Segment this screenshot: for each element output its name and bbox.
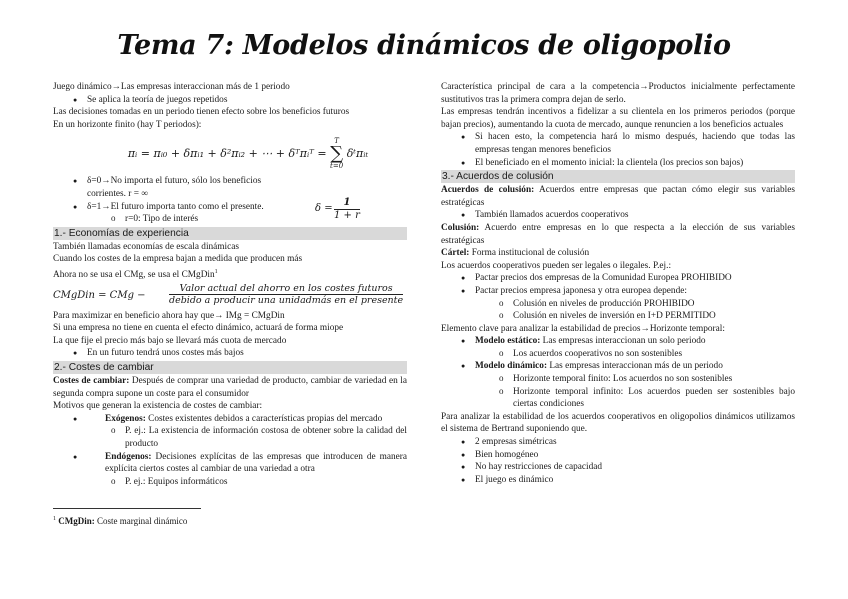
term-bold: Modelo estático: [475, 336, 541, 347]
footnote [53, 516, 187, 526]
section-heading-2: 2.- Costes de cambiar [53, 361, 407, 374]
delta-lhs: δ = [315, 202, 333, 214]
paragraph: En un horizonte finito (hay T periodos): [53, 119, 202, 130]
footnote-ref: 1 [214, 268, 218, 275]
term-bold: Costes de cambiar: [53, 376, 130, 386]
cmgdin-lhs: CMgDin = CMg − [53, 289, 146, 301]
bullet-item: ● δ=1→El futuro importa tanto como el presente. [53, 201, 407, 214]
paragraph: Elemento clave para analizar la estabilidad de precios→Horizonte temporal: [441, 323, 725, 334]
sub-bullet-item: o P. ej.: Equipos informáticos [53, 476, 407, 489]
bullet-text: Las empresas interaccionan un solo periodo [540, 336, 706, 347]
term-bold: Exógenos: [105, 413, 146, 424]
paragraph-text: Acuerdos entre empresas que pactan cómo elegir sus variables estratégicas [441, 185, 795, 208]
bullet-text: Costes existentes debidos a características propias del mercado [145, 413, 383, 424]
bullet-text: Las empresas interaccionan más de un periodo [547, 361, 723, 372]
paragraph [53, 266, 407, 282]
paragraph: Las empresas tendrán incentivos a fidelizar a su clientela en los primeros periodos (porque bajan precios), aumentando la cuota de mercado, aunque renuncien a los beneficios actuales [441, 107, 795, 130]
sub-bullet-item: o Colusión en niveles de producción PROHIBIDO [441, 298, 795, 311]
bullet-item: ● También llamados acuerdos cooperativos [441, 209, 795, 222]
left-column [53, 81, 407, 488]
bullet-item: ● Se aplica la teoría de juegos repetidos [53, 94, 407, 107]
sub-bullet-item: o Los acuerdos cooperativos no son sostenibles [441, 348, 795, 361]
term-bold: Endógenos: [105, 451, 152, 462]
term-bold: Cártel: [441, 248, 470, 259]
bullet-item: ● En un futuro tendrá unos costes más bajos [53, 347, 407, 360]
profit-equation [89, 137, 407, 171]
paragraph: Característica principal de cara a la competencia→Productos inicialmente perfectamente sustitutivos tras la primera compra dejan de serlo. [441, 82, 795, 105]
sub-bullet-item: o Colusión en niveles de inversión en I+D PERMITIDO [441, 310, 795, 323]
section-heading-3: 3.- Acuerdos de colusión [441, 170, 795, 183]
paragraph: Las decisiones tomadas en un periodo tienen efecto sobre los beneficios futuros [53, 107, 350, 118]
page-title: Tema 7: Modelos dinámicos de oligopolio [117, 30, 731, 61]
paragraph-text: Acuerdo entre empresas en lo que respecta a la elección de sus variables estratégicas [441, 222, 795, 246]
section-heading-1: 1.- Economías de experiencia [53, 227, 407, 240]
cmgdin-denominator: debido a producir una unidadmás en el presente [169, 295, 404, 307]
cmgdin-equation [53, 283, 407, 309]
bullet-item: ● Pactar precios dos empresas de la Comunidad Europea PROHIBIDO [441, 272, 795, 285]
paragraph: Para maximizar en beneficio ahora hay que→ IMg = CMgDin [53, 310, 285, 321]
term-bold: CMgDin: [58, 516, 95, 526]
paragraph: La que fije el precio más bajo se llevará más cuota de mercado [53, 335, 287, 346]
sub-bullet-item: o Horizonte temporal infinito: Los acuerdos pueden ser sostenibles bajo ciertas condiciones [441, 386, 795, 411]
delta-numerator: 1 [334, 197, 360, 210]
sub-bullet-item: o r=0: Tipo de interés [53, 213, 407, 226]
bullet-item [441, 360, 795, 373]
paragraph-text: Ahora no se usa el CMg, se usa el CMgDin [53, 270, 215, 281]
footnote-text: Coste marginal dinámico [94, 516, 188, 526]
term-bold: Modelo dinámico: [475, 361, 548, 372]
right-column [441, 81, 795, 486]
bullet-item: ● El beneficiado en el momento inicial: la clientela (los precios son bajos) [441, 157, 795, 170]
paragraph: También llamadas economías de escala dinámicas [53, 241, 239, 252]
sum-upper-limit: T [334, 137, 339, 146]
sum-symbol: ∑ [330, 143, 344, 165]
bullet-item [441, 335, 795, 348]
paragraph: Juego dinámico→Las empresas interaccionan más de 1 periodo [53, 82, 290, 92]
footnote-divider [53, 508, 201, 509]
bullet-text: Decisiones explícitas de las empresas que introducen de manera explícita ciertos costes al cambiar de una variedad a otra [105, 451, 407, 475]
paragraph: Los acuerdos cooperativos pueden ser legales o ilegales. P.ej.: [441, 260, 672, 271]
sum-lower-limit: t=0 [330, 162, 344, 171]
paragraph [53, 375, 407, 400]
bullet-item: ● Si hacen esto, la competencia hará lo mismo después, haciendo que todas las empresas tengan menores beneficios [441, 131, 795, 156]
paragraph: Cuando los costes de la empresa bajan a medida que producen más [53, 254, 303, 265]
paragraph: Si una empresa no tiene en cuenta el efecto dinámico, actuará de forma miope [53, 323, 344, 334]
equation-lhs: πᵢ = πᵢ₀ + δπᵢ₁ + δ²πᵢ₂ + ⋯ + δᵀπᵢᵀ = [127, 147, 327, 161]
sub-bullet-item: o P. ej.: La existencia de información costosa de obtener sobre la calidad del producto [53, 425, 407, 450]
bullet-item: ● Pactar precios empresa japonesa y otra europea depende: [441, 285, 795, 298]
paragraph [441, 184, 795, 209]
sum-term: δᵗπᵢₜ [346, 147, 369, 161]
bullet-item: ● No hay restricciones de capacidad [441, 461, 795, 474]
paragraph-text: Después de comprar una variedad de producto, cambiar de variedad en la segunda compra supone un coste para el consumidor [53, 376, 407, 399]
cmgdin-numerator: Valor actual del ahorro en los costes futuros [169, 283, 403, 296]
paragraph [441, 247, 795, 260]
footnote-number: 1 [53, 516, 56, 522]
paragraph [441, 222, 795, 247]
paragraph-text: Forma institucional de colusión [469, 248, 590, 259]
bullet-item: ● Bien homogéneo [441, 449, 795, 462]
cmgdin-fraction [169, 283, 403, 307]
sub-bullet-item: o Horizonte temporal finito: Los acuerdos no son sostenibles [441, 373, 795, 386]
term-bold: Colusión: [441, 222, 480, 233]
bullet-item [53, 451, 407, 476]
bullet-item: ● δ=0→No importa el futuro, sólo los beneficios [53, 175, 407, 188]
paragraph: Motivos que generan la existencia de costes de cambiar: [53, 401, 263, 412]
bullet-item: ● El juego es dinámico [441, 474, 795, 487]
paragraph: Para analizar la estabilidad de los acuerdos cooperativos en oligopolios dinámicos utilizamos el sistema de Bertrand suponiendo que. [441, 411, 795, 435]
bullet-item: ● 2 empresas simétricas [441, 436, 795, 449]
term-bold: Acuerdos de colusión: [441, 185, 535, 196]
delta-denominator: 1 + r [334, 209, 360, 221]
bullet-continuation: corrientes. r = ∞ [87, 188, 148, 199]
bullet-item [53, 413, 407, 426]
